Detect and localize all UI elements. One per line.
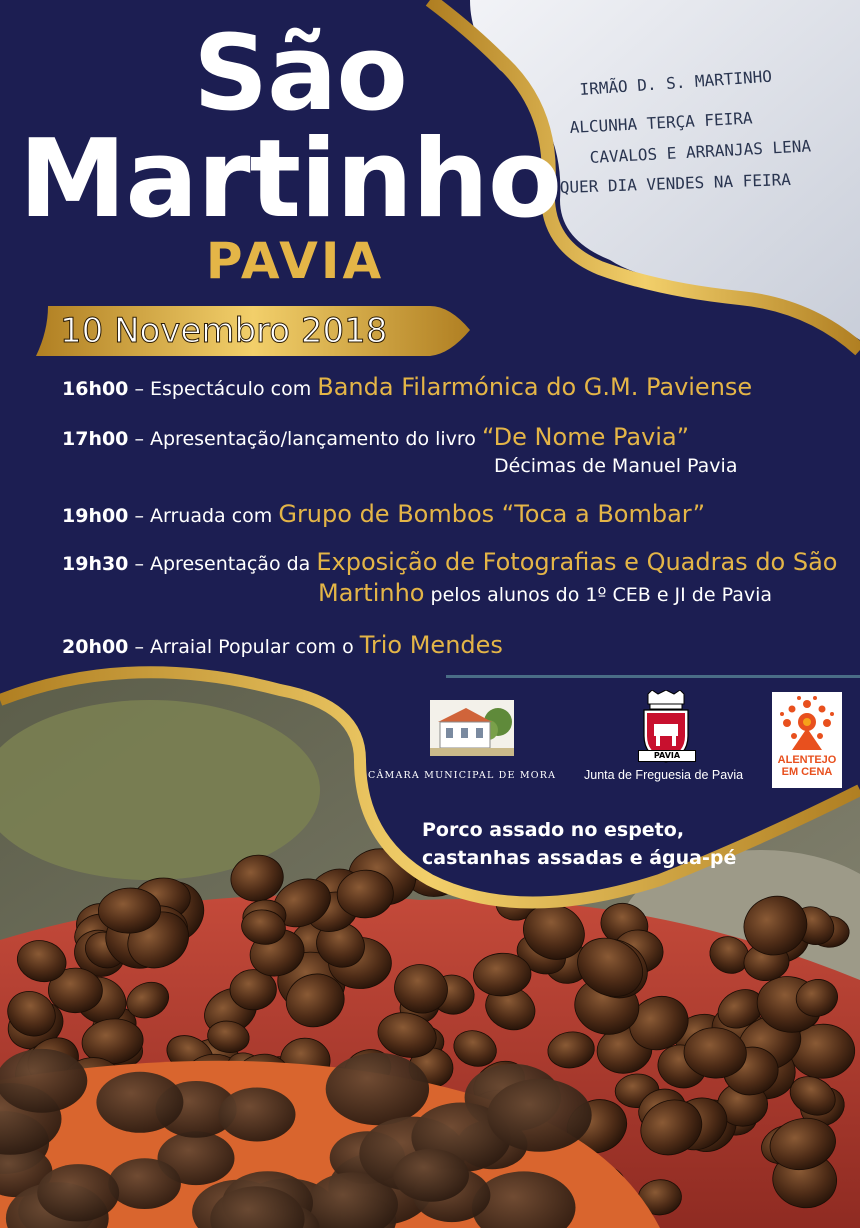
schedule-time: 19h30: [62, 553, 129, 575]
schedule-highlight: Trio Mendes: [359, 631, 503, 659]
schedule-text: – Arruada com: [128, 505, 279, 527]
chestnut-blurred: [219, 1088, 296, 1142]
alentejo-line-1: ALENTEJO: [777, 754, 837, 766]
junta-scroll: PAVIA: [638, 750, 696, 762]
schedule-text: – Espectáculo com: [128, 378, 318, 400]
schedule-item-3: [62, 499, 705, 531]
junta-crest: [636, 690, 696, 768]
event-date: 10 Novembro 2018: [60, 311, 388, 351]
schedule-highlight: Grupo de Bombos “Toca a Bombar”: [278, 500, 706, 528]
junta-caption: Junta de Freguesia de Pavia: [584, 768, 744, 782]
schedule-time: 19h00: [62, 505, 129, 527]
food-line-2: castanhas assadas e água-pé: [422, 847, 737, 869]
schedule-text: – Apresentação da: [128, 553, 317, 575]
handwriting-line-2: ALCUNHA TERÇA FEIRA: [569, 108, 753, 137]
schedule-item-4-sub: [318, 578, 772, 610]
schedule-item-2-sub: Décimas de Manuel Pavia: [494, 455, 738, 477]
camara-logo: [430, 700, 514, 756]
schedule-sub-text: pelos alunos do 1º CEB e JI de Pavia: [424, 584, 772, 606]
schedule-item-4: [62, 547, 837, 579]
alentejo-line-2: EM CENA: [781, 766, 833, 778]
chestnut-blurred: [0, 1049, 87, 1113]
handwriting-line-3: CAVALOS E ARRANJAS LENA: [589, 136, 812, 167]
subtitle: PAVIA: [205, 232, 385, 290]
schedule-time: 20h00: [62, 636, 129, 658]
schedule-highlight: Exposição de Fotografias e Quadras do São: [316, 548, 838, 576]
schedule-highlight: “De Nome Pavia”: [481, 423, 690, 451]
title-line-2: Martinho: [18, 117, 562, 242]
handwriting-line-1: IRMÃO D. S. MARTINHO: [578, 66, 773, 99]
chestnut-blurred: [108, 1158, 181, 1209]
chestnut-blurred: [96, 1072, 183, 1133]
divider-line: [446, 675, 860, 678]
title-line-1: São: [193, 12, 407, 134]
food-info: [422, 816, 736, 872]
schedule-text: – Arraial Popular com o: [128, 636, 360, 658]
handwriting-line-4: QUER DIA VENDES NA FEIRA: [559, 169, 792, 197]
chestnut-blurred: [326, 1053, 429, 1125]
chestnut-blurred: [393, 1149, 469, 1202]
chestnut-blurred: [37, 1164, 119, 1221]
food-line-1: Porco assado no espeto,: [422, 819, 685, 841]
camara-caption: CÂMARA MUNICIPAL DE MORA: [368, 770, 557, 781]
chestnut-blurred: [487, 1079, 591, 1152]
schedule-time: 17h00: [62, 428, 129, 450]
schedule-sub-highlight: Martinho: [318, 579, 425, 607]
schedule-item-1: [62, 372, 752, 404]
schedule-item-5: [62, 630, 503, 662]
town-hall-icon: [430, 700, 514, 756]
schedule-text: – Apresentação/lançamento do livro: [128, 428, 482, 450]
schedule-item-2: [62, 422, 689, 454]
schedule-time: 16h00: [62, 378, 129, 400]
alentejo-sunburst-icon: [772, 692, 842, 758]
alentejo-em-cena-logo: [772, 692, 842, 788]
schedule-highlight: Banda Filarmónica do G.M. Paviense: [317, 373, 753, 401]
